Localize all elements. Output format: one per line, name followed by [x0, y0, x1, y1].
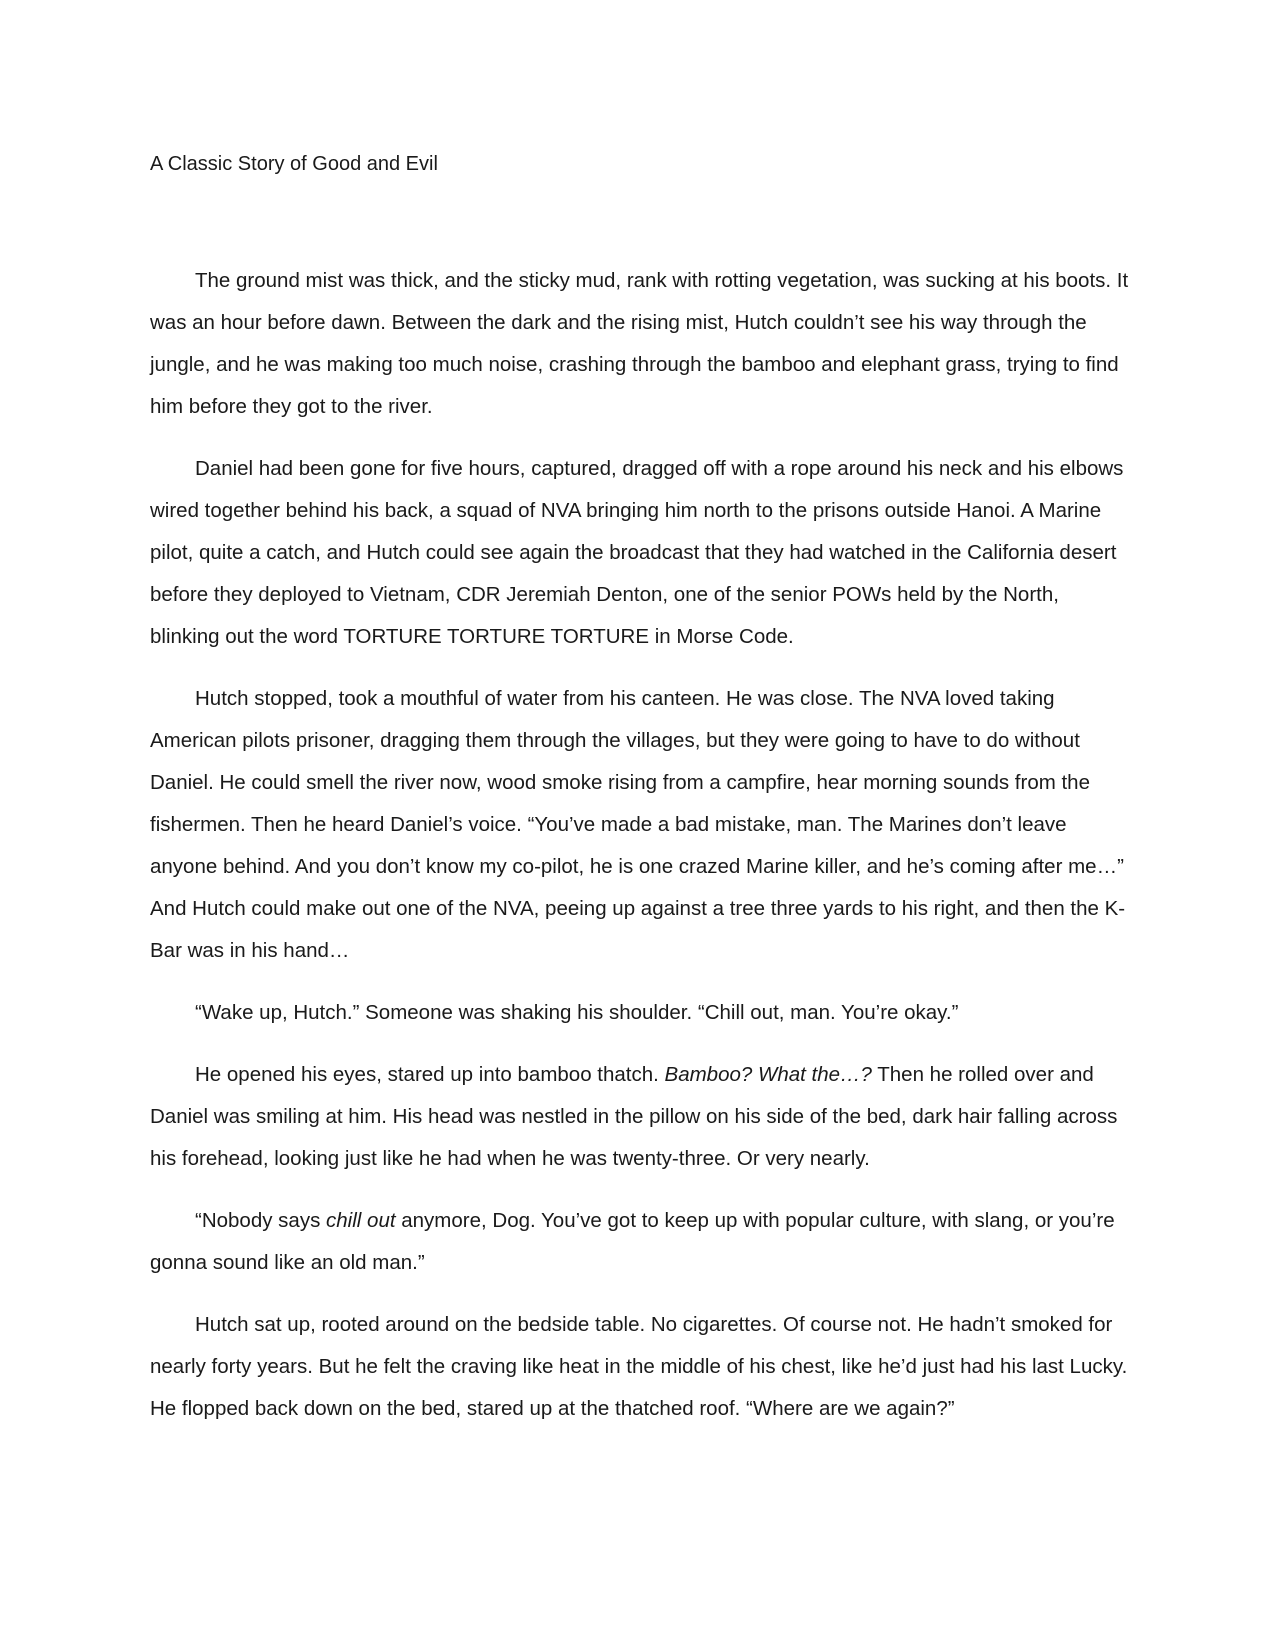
- paragraph-text: The ground mist was thick, and the sticky mud, rank with rotting vegetation, was sucking at his boots. It was an hour before dawn. Between the dark and the rising mist, Hutch couldn’t see his way through the jungle, and he was making too much noise, crashing through the bamboo and elephant grass, trying to find him before they got to the river.: [150, 269, 1129, 418]
- paragraph-text: Then he rolled over and Daniel was smiling at him. His head was nestled in the pillow on his side of the bed, dark hair falling across his forehead, looking just like he had when he was twenty-three. Or very nearly.: [150, 1063, 1118, 1170]
- paragraph-text: He opened his eyes, stared up into bamboo thatch.: [195, 1063, 665, 1086]
- story-paragraph: [150, 260, 1130, 428]
- story-paragraph: [150, 1304, 1130, 1430]
- paragraph-text: Hutch stopped, took a mouthful of water from his canteen. He was close. The NVA loved taking American pilots prisoner, dragging them through the villages, but they were going to have to do without Daniel. He could smell the river now, wood smoke rising from a campfire, hear morning sounds from the fishermen. Then he heard Daniel’s voice. “You’ve made a bad mistake, man. The Marines don’t leave anyone behind. And you don’t know my co-pilot, he is one crazed Marine killer, and he’s coming after me…” And Hutch could make out one of the NVA, peeing up against a tree three yards to his right, and then the K-Bar was in his hand…: [150, 687, 1126, 962]
- story-paragraph: [150, 1054, 1130, 1180]
- paragraph-text: “Nobody says: [195, 1209, 327, 1232]
- story-paragraph: [150, 1200, 1130, 1284]
- document-title: A Classic Story of Good and Evil: [150, 153, 438, 175]
- paragraph-text: anymore, Dog. You’ve got to keep up with popular culture, with slang, or you’re gonna sound like an old man.”: [150, 1209, 1115, 1274]
- paragraph-text: “Wake up, Hutch.” Someone was shaking his shoulder. “Chill out, man. You’re okay.”: [195, 1001, 959, 1024]
- paragraph-text: Daniel had been gone for five hours, captured, dragged off with a rope around his neck and his elbows wired together behind his back, a squad of NVA bringing him north to the prisons outside Hanoi. A Marine pilot, quite a catch, and Hutch could see again the broadcast that they had watched in the California desert before they deployed to Vietnam, CDR Jeremiah Denton, one of the senior POWs held by the North, blinking out the word TORTURE TORTURE TORTURE in Morse Code.: [150, 457, 1124, 648]
- story-body: [150, 260, 1130, 1430]
- story-paragraph: [150, 992, 1130, 1034]
- story-paragraph: [150, 448, 1130, 658]
- italic-text: chill out: [326, 1209, 396, 1232]
- story-paragraph: [150, 678, 1130, 972]
- paragraph-text: Hutch sat up, rooted around on the bedside table. No cigarettes. Of course not. He hadn’t smoked for nearly forty years. But he felt the craving like heat in the middle of his chest, like he’d just had his last Lucky. He flopped back down on the bed, stared up at the thatched roof. “Where are we again?”: [150, 1313, 1128, 1420]
- italic-text: Bamboo? What the…?: [664, 1063, 872, 1086]
